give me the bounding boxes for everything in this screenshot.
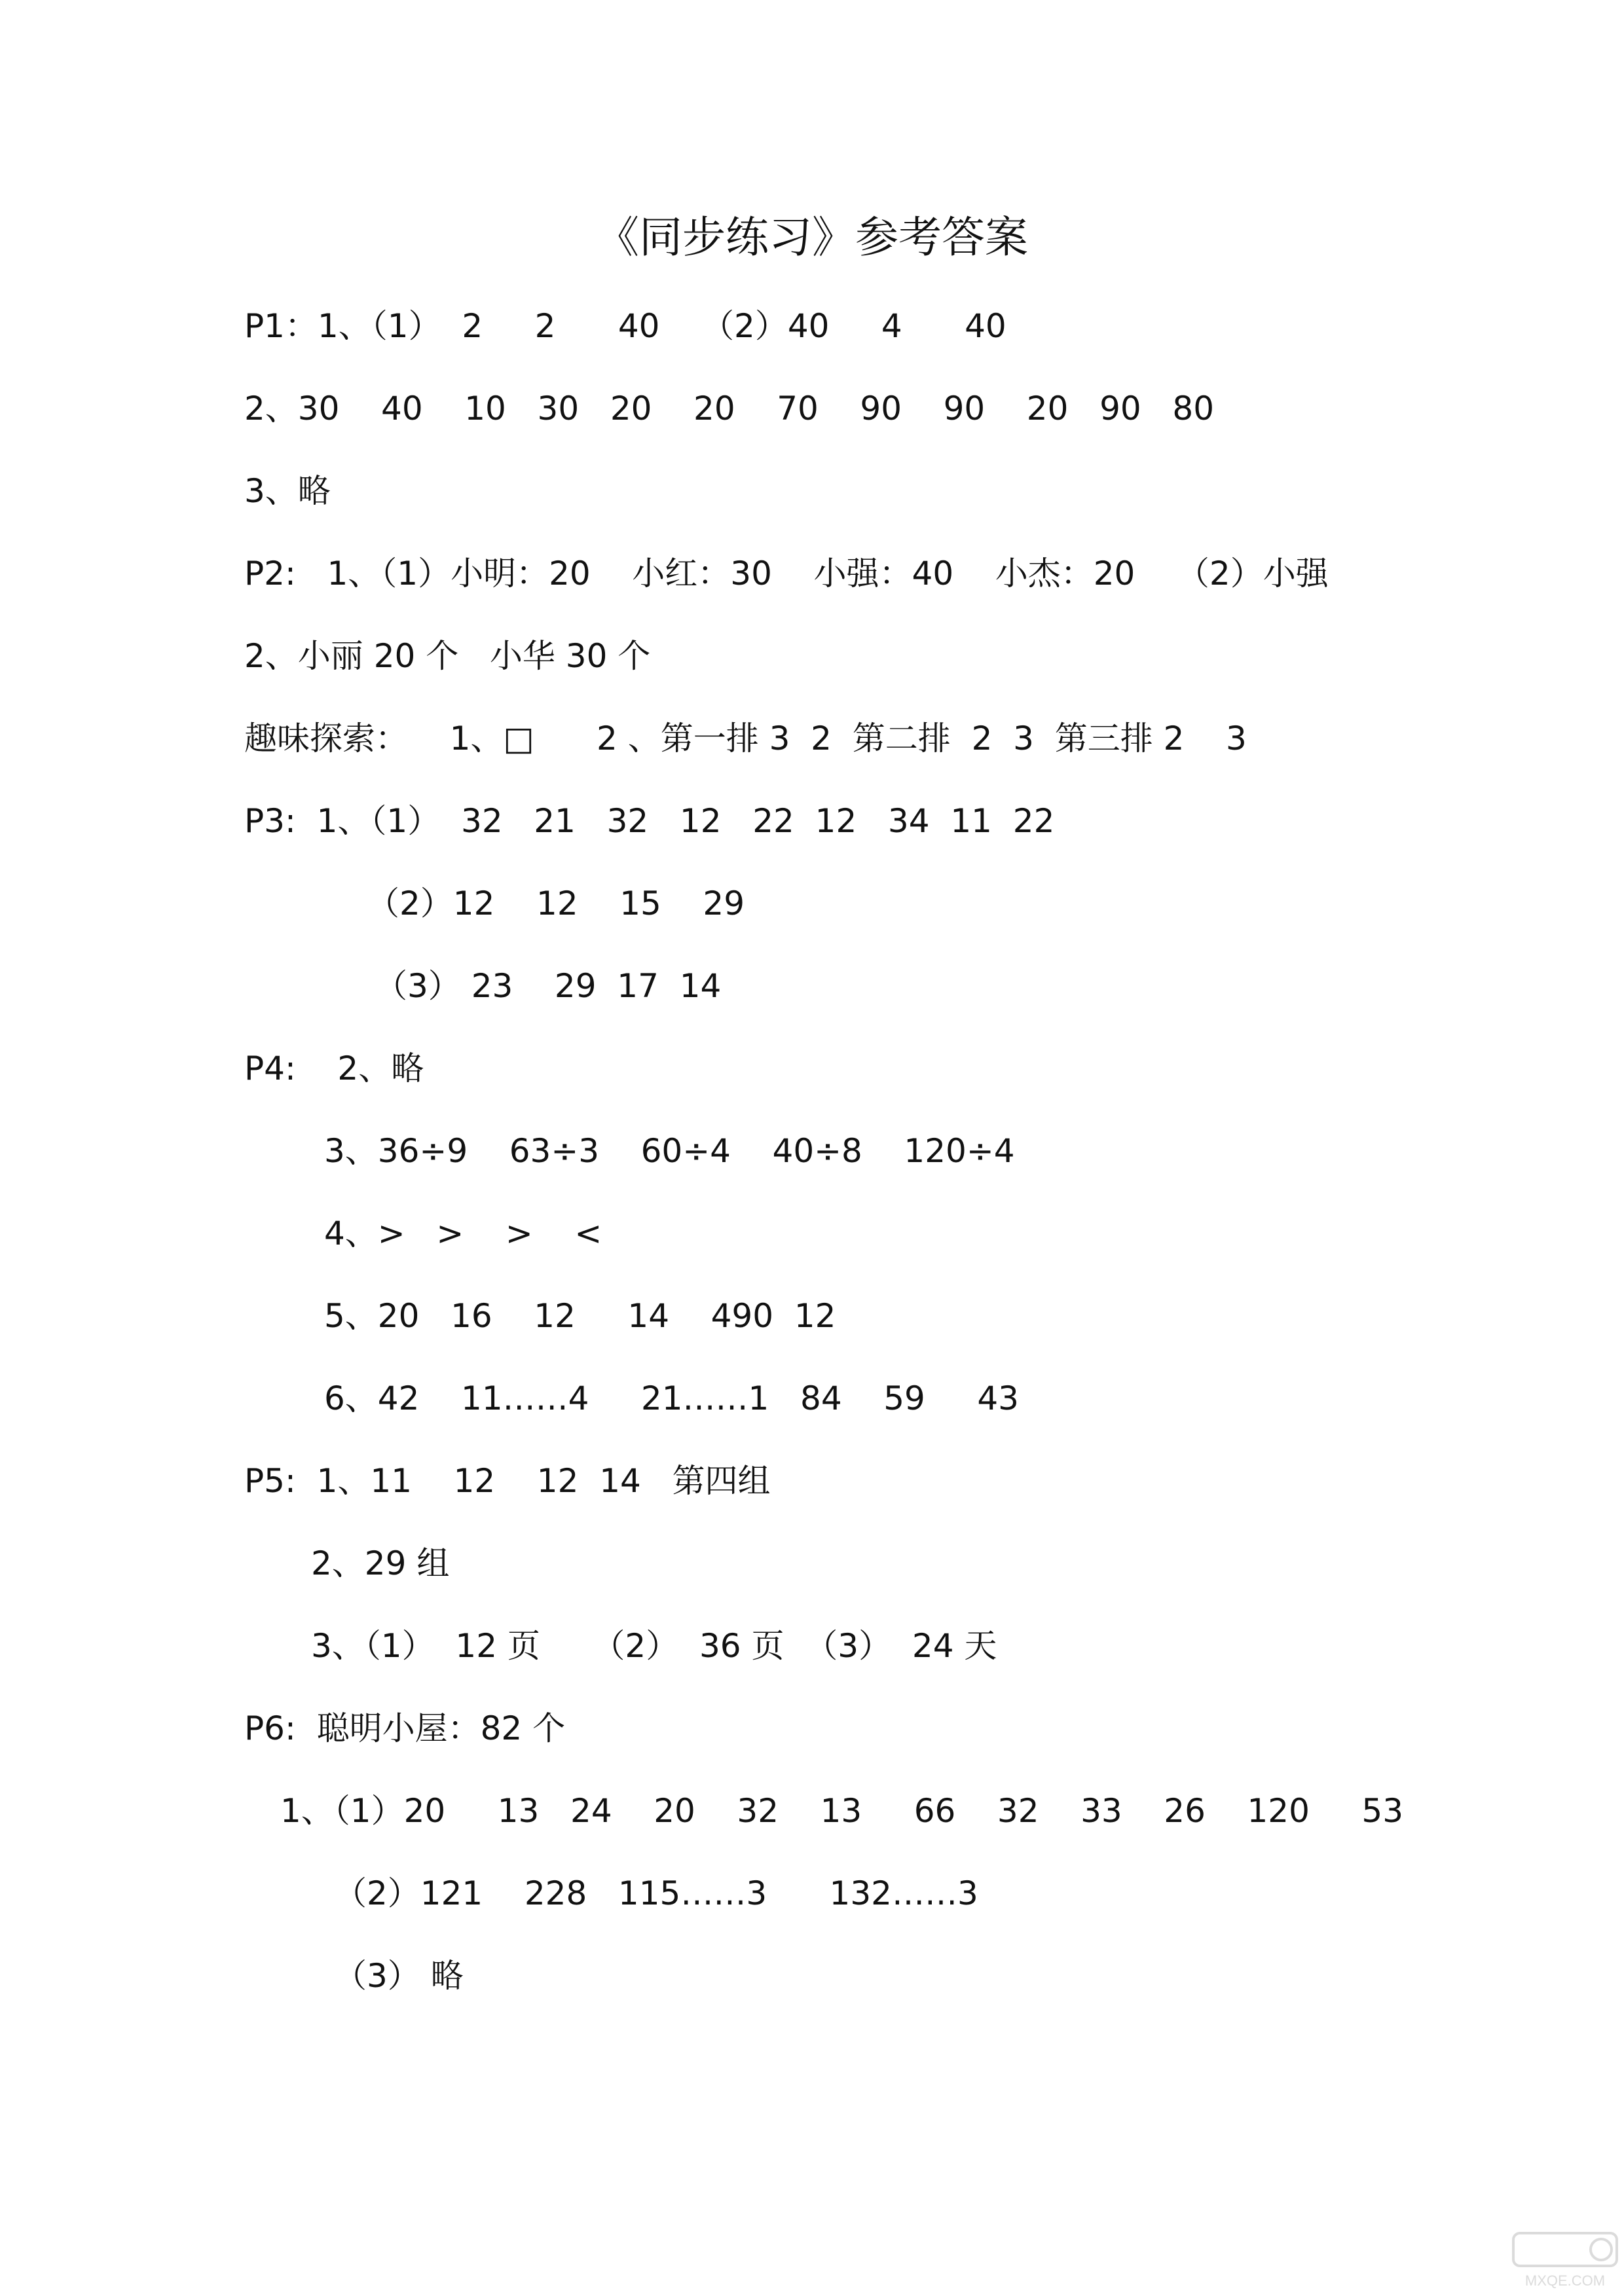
answer-line-p6-2: （2）121 228 115……3 132……3: [334, 1874, 978, 1912]
answer-line-p4-4: 4、> > > <: [324, 1214, 602, 1252]
answer-line-p1-1: P1：1、（1） 2 2 40 （2）40 4 40: [244, 307, 1006, 345]
answer-line-p4-2: P4: 2、略: [244, 1049, 424, 1087]
answer-line-p5-1: P5: 1、11 12 12 14 第四组: [244, 1462, 771, 1500]
watermark-logo: [1509, 2229, 1621, 2291]
answer-line-p3-2: （2）12 12 15 29: [367, 884, 745, 922]
answer-line-p6-1: 1、（1）20 13 24 20 32 13 66 32 33 26 120 53: [280, 1792, 1404, 1830]
answer-line-p2-1: P2: 1、（1）小明：20 小红：30 小强：40 小杰：20 （2）小强: [244, 555, 1329, 592]
answer-line-p5-2: 2、29 组: [311, 1544, 450, 1582]
answer-line-p3-3: （3） 23 29 17 14: [375, 967, 722, 1005]
answer-line-p1-3: 3、略: [244, 472, 331, 510]
answer-line-p6-3: （3） 略: [334, 1957, 464, 1995]
answer-line-p4-3: 3、36÷9 63÷3 60÷4 40÷8 120÷4: [324, 1132, 1015, 1170]
answer-line-p1-2: 2、30 40 10 30 20 20 70 90 90 20 90 80: [244, 390, 1215, 428]
answer-line-p2-2: 2、小丽 20 个 小华 30 个: [244, 637, 651, 675]
answer-line-p4-5: 5、20 16 12 14 490 12: [324, 1297, 836, 1335]
answer-line-p4-6: 6、42 11……4 21……1 84 59 43: [324, 1379, 1019, 1417]
answer-line-p3-1: P3: 1、（1） 32 21 32 12 22 12 34 11 22: [244, 802, 1055, 840]
watermark-text: MXQE.COM: [1524, 2272, 1606, 2289]
answer-line-p6-head: P6: 聪明小屋：82 个: [244, 1709, 566, 1747]
answer-line-p2-fun: 趣味探索： 1、□ 2 、第一排 3 2 第二排 2 3 第三排 2 3: [244, 720, 1247, 757]
answer-line-p5-3: 3、（1） 12 页 （2） 36 页 （3） 24 天: [311, 1627, 997, 1665]
page-title: 《同步练习》参考答案: [596, 212, 1028, 263]
